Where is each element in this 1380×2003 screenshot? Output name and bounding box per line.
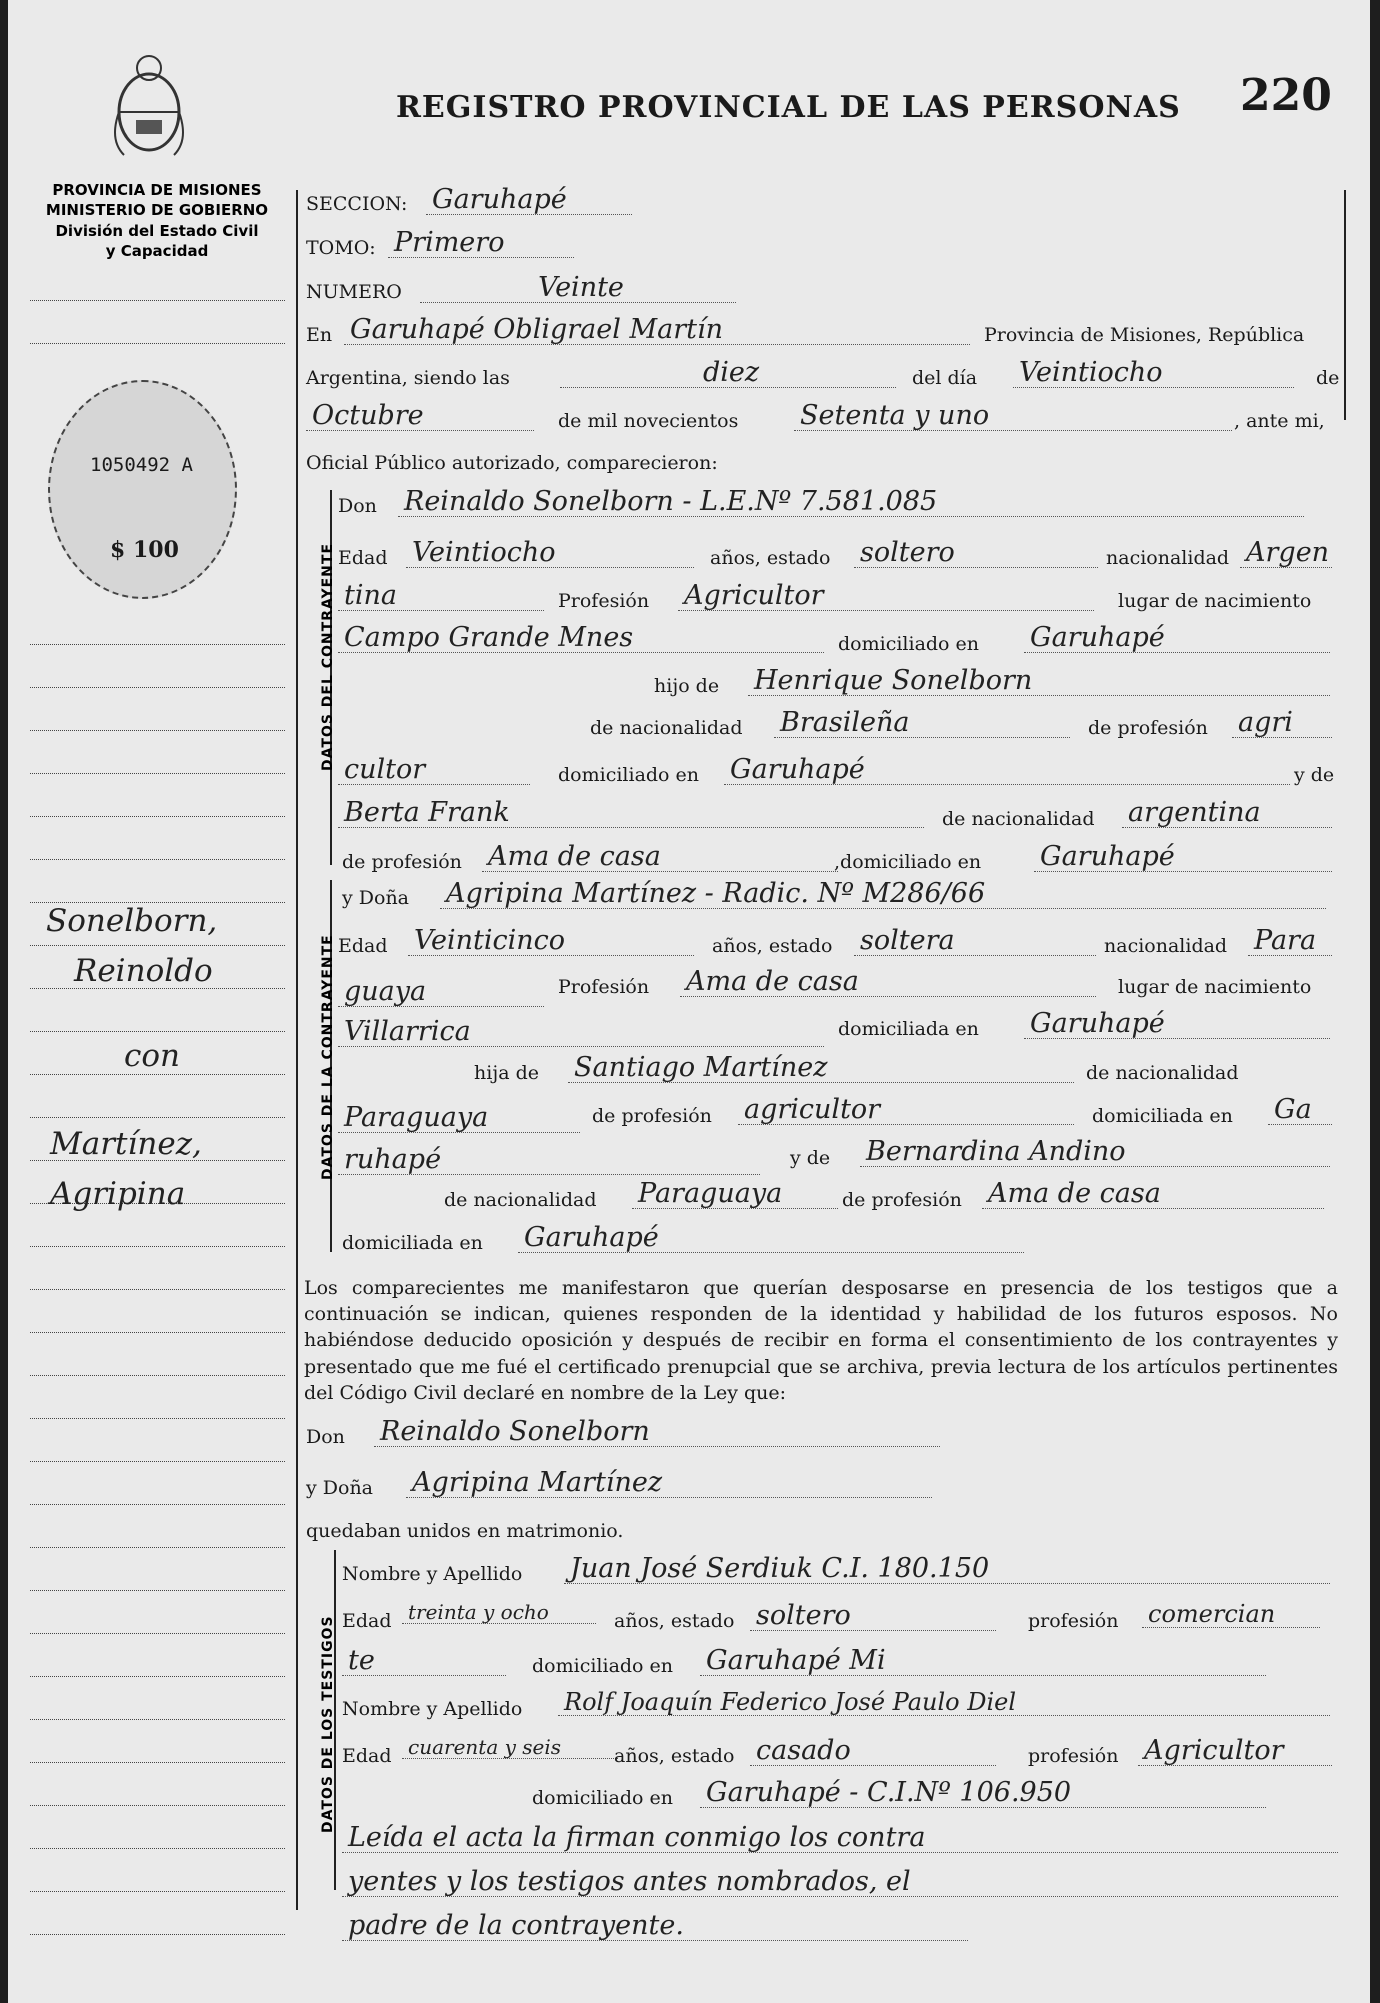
margin-note: Sonelborn,: [46, 903, 218, 939]
tomo-value: Primero: [388, 229, 574, 258]
contrayente-padre-dom: Garuhapé: [724, 756, 1290, 785]
contrayente-madre-prof: Ama de casa: [482, 843, 838, 872]
contrayente-profesion: Agricultor: [678, 582, 1094, 611]
contrayente-nac-b: tina: [338, 582, 544, 611]
y-dona-label: y Doña: [342, 887, 410, 909]
contrayenta-madre-nac: Paraguaya: [632, 1180, 838, 1209]
margin-dotted-line: [30, 343, 285, 344]
anos-estado-label: años, estado: [710, 547, 831, 569]
contrayenta-edad: Veinticinco: [408, 927, 694, 956]
provincia-label: Provincia de Misiones, República: [984, 324, 1305, 346]
y-de-label: y de: [1294, 764, 1335, 786]
margin-dotted-line: [30, 687, 285, 688]
domiciliada-label: domiciliada en: [1092, 1105, 1233, 1127]
don-label: Don: [338, 495, 377, 517]
profesion-label: profesión: [1028, 1610, 1119, 1632]
testigo1-domicilio: Garuhapé Mi: [700, 1647, 1266, 1676]
margin-dotted-line: [30, 1633, 285, 1634]
nacionalidad-label: nacionalidad: [1104, 935, 1228, 957]
section-label-testigos: DATOS DE LOS TESTIGOS: [320, 1615, 336, 1833]
contrayenta-padre-nac: Paraguaya: [338, 1104, 580, 1133]
contrayenta-lugar-nac: Villarrica: [338, 1018, 824, 1047]
domiciliado-label: domiciliado en: [532, 1787, 674, 1809]
don-label: Don: [306, 1426, 345, 1448]
contrayenta-padre-dom-b: ruhapé: [338, 1146, 760, 1175]
domiciliada-label: domiciliada en: [838, 1018, 979, 1040]
lugar-nac-label: lugar de nacimiento: [1118, 976, 1312, 998]
margin-dotted-line: [30, 730, 285, 731]
contrayenta-estado: soltera: [854, 927, 1096, 956]
document-title: REGISTRO PROVINCIAL DE LAS PERSONAS: [396, 90, 1181, 125]
closing-note-line: Leída el acta la firman conmigo los contra: [342, 1824, 1338, 1853]
margin-note: Reinoldo: [74, 953, 213, 989]
contrayente-lugar-nac: Campo Grande Mnes: [338, 624, 824, 653]
en-label: En: [306, 324, 333, 346]
de-nacionalidad-label: de nacionalidad: [590, 717, 743, 739]
margin-dotted-line: [30, 1246, 285, 1247]
margin-dotted-line: [30, 1461, 285, 1462]
domiciliado-label: domiciliado en: [532, 1655, 674, 1677]
issuing-office: [32, 180, 282, 261]
margin-dotted-line: [30, 1504, 285, 1505]
contrayente-nac-a: Argen: [1240, 539, 1332, 568]
margin-dotted-line: [30, 1547, 285, 1548]
contrayente-edad: Veintiocho: [406, 539, 694, 568]
contrayenta-padre-prof: agricultor: [738, 1096, 1074, 1125]
margin-dotted-line: [30, 1891, 285, 1892]
y-de-label: y de: [790, 1147, 831, 1169]
contrayenta-nac-a: Para: [1248, 927, 1332, 956]
contrayenta-padre: Santiago Martínez: [568, 1054, 1074, 1083]
profesion-label: Profesión: [558, 590, 650, 612]
hija-de-label: hija de: [474, 1062, 539, 1084]
dia-value: Veintiocho: [1013, 359, 1294, 388]
coat-of-arms-icon: [104, 50, 194, 170]
y-dona-label: y Doña: [306, 1477, 374, 1499]
lugar-acto-value: Garuhapé Obligrael Martín: [344, 316, 970, 345]
de-nacionalidad-label: de nacionalidad: [942, 808, 1095, 830]
seccion-label: SECCION:: [306, 193, 408, 215]
contrayenta-nac-b: guaya: [338, 978, 544, 1007]
tomo-label: TOMO:: [306, 237, 376, 259]
margin-note: Martínez,: [50, 1126, 202, 1162]
anos-estado-label: años, estado: [614, 1610, 735, 1632]
edad-label: Edad: [342, 1745, 392, 1767]
contrayenta-domicilio: Garuhapé: [1024, 1010, 1330, 1039]
margin-dotted-line: [30, 1590, 285, 1591]
office-line: y Capacidad: [105, 241, 209, 260]
oficial-label: Oficial Público autorizado, comparecieron:: [306, 452, 718, 474]
margin-dotted-line: [30, 859, 285, 860]
domiciliada-label: domiciliada en: [342, 1232, 483, 1254]
contrayenta-madre-prof: Ama de casa: [982, 1180, 1324, 1209]
office-line: PROVINCIA DE MISIONES: [52, 181, 262, 199]
stamp-value: $ 100: [110, 537, 179, 563]
contrayente-padre: Henrique Sonelborn: [748, 667, 1330, 696]
margin-note: Agripina: [50, 1176, 186, 1212]
numero-label: NUMERO: [306, 281, 402, 303]
testigo1-nombre: Juan José Serdiuk C.I. 180.150: [564, 1555, 1330, 1584]
testigo2-edad: cuarenta y seis: [402, 1737, 618, 1759]
contrayente-estado: soltero: [854, 539, 1098, 568]
closing-note-line: yentes y los testigos antes nombrados, el: [342, 1868, 1338, 1897]
domiciliado-label: ,domiciliado en: [834, 851, 982, 873]
testigo1-estado: soltero: [750, 1602, 996, 1631]
anio-value: Setenta y uno: [794, 402, 1232, 431]
office-line: MINISTERIO DE GOBIERNO: [45, 201, 269, 220]
domiciliado-label: domiciliado en: [558, 764, 700, 786]
margin-dotted-line: [30, 1848, 285, 1849]
margin-dotted-line: [30, 1805, 285, 1806]
domiciliado-label: domiciliado en: [838, 633, 980, 655]
de-label: de: [1316, 367, 1340, 389]
nombre-apellido-label: Nombre y Apellido: [342, 1563, 523, 1585]
testigo1-edad: treinta y ocho: [402, 1602, 596, 1624]
de-nacionalidad-label: de nacionalidad: [444, 1189, 597, 1211]
folio-number: 220: [1240, 70, 1332, 121]
revenue-stamp: [48, 380, 237, 599]
final-contrayente: Reinaldo Sonelborn: [374, 1418, 940, 1447]
testigo2-domicilio: Garuhapé - C.I.Nº 106.950: [700, 1779, 1266, 1808]
edad-label: Edad: [342, 1610, 392, 1632]
ante-mi-label: , ante mi,: [1234, 410, 1325, 432]
stamp-number: 1050492 A: [90, 454, 193, 476]
contrayente-padre-prof-a: agri: [1232, 709, 1332, 738]
contrayente-madre-dom: Garuhapé: [1034, 843, 1332, 872]
margin-dotted-line: [30, 773, 285, 774]
profesion-label: profesión: [1028, 1745, 1119, 1767]
de-profesion-label: de profesión: [1088, 717, 1208, 739]
frame-line: [296, 190, 298, 1910]
contrayente-madre-nac: argentina: [1122, 799, 1332, 828]
testigo2-nombre: Rolf Joaquín Federico José Paulo Diel: [558, 1690, 1330, 1716]
mes-value: Octubre: [306, 402, 534, 431]
hora-value: diez: [560, 359, 896, 388]
office-line: División del Estado Civil: [55, 221, 259, 240]
contrayente-padre-prof-b: cultor: [338, 756, 530, 785]
lugar-nac-label: lugar de nacimiento: [1118, 590, 1312, 612]
numero-value: Veinte: [420, 274, 736, 303]
final-contrayenta: Agripina Martínez: [406, 1469, 932, 1498]
testigo1-prof-a: comercian: [1142, 1602, 1320, 1628]
contrayenta-madre-dom: Garuhapé: [518, 1224, 1024, 1253]
contrayenta-profesion: Ama de casa: [680, 968, 1096, 997]
margin-dotted-line: [30, 644, 285, 645]
testigo1-prof-b: te: [342, 1647, 506, 1676]
closing-note-line: padre de la contrayente.: [342, 1912, 968, 1941]
margin-dotted-line: [30, 300, 285, 301]
profesion-label: Profesión: [558, 976, 650, 998]
testigo2-estado: casado: [750, 1737, 996, 1766]
margin-dotted-line: [30, 1719, 285, 1720]
hijo-de-label: hijo de: [654, 675, 720, 697]
de-profesion-label: de profesión: [592, 1105, 712, 1127]
de-nacionalidad-label: de nacionalidad: [1086, 1062, 1239, 1084]
testigo2-profesion: Agricultor: [1138, 1737, 1332, 1766]
margin-dotted-line: [30, 1375, 285, 1376]
margin-dotted-line: [30, 1934, 285, 1935]
contrayenta-madre: Bernardina Andino: [860, 1138, 1330, 1167]
de-profesion-label: de profesión: [842, 1189, 962, 1211]
contrayenta-padre-dom-a: Ga: [1268, 1096, 1332, 1125]
nacionalidad-label: nacionalidad: [1106, 547, 1230, 569]
contrayente-padre-nac: Brasileña: [774, 709, 1070, 738]
margin-dotted-line: [30, 1762, 285, 1763]
nombre-apellido-label: Nombre y Apellido: [342, 1698, 523, 1720]
contrayenta-name: Agripina Martínez - Radic. Nº M286/66: [440, 880, 1326, 909]
contrayente-domicilio: Garuhapé: [1024, 624, 1330, 653]
section-label-contrayenta: DATOS DE LA CONTRAYENTE: [320, 934, 336, 1180]
margin-dotted-line: [30, 1676, 285, 1677]
margin-dotted-line: [30, 816, 285, 817]
legal-paragraph: Los comparecientes me manifestaron que querían desposarse en presencia de los testigos que a continuación se indican, quienes responden de la identidad y habilidad de los futuros esposos. No habiéndose deducido oposición y después de recibir en forma el consentimiento de los contrayentes y presentado que me fué el certificado prenupcial que se archiva, previa lectura de los artículos pertinentes del Código Civil declaré en nombre de la Ley que:: [304, 1277, 1338, 1404]
margin-dotted-line: [30, 945, 285, 946]
margin-dotted-line: [30, 1418, 285, 1419]
de-profesion-label: de profesión: [342, 851, 462, 873]
edad-label: Edad: [338, 547, 388, 569]
frame-line: [1344, 190, 1346, 420]
certificate-page: [8, 0, 1370, 2003]
section-label-contrayente: DATOS DEL CONTRAYENTE: [320, 542, 336, 771]
quedaban-label: quedaban unidos en matrimonio.: [306, 1520, 624, 1542]
contrayente-name: Reinaldo Sonelborn - L.E.Nº 7.581.085: [398, 488, 1304, 517]
argentina-label: Argentina, siendo las: [306, 367, 510, 389]
margin-dotted-line: [30, 1074, 285, 1075]
anos-estado-label: años, estado: [712, 935, 833, 957]
anos-estado-label: años, estado: [614, 1745, 735, 1767]
edad-label: Edad: [338, 935, 388, 957]
margin-dotted-line: [30, 1031, 285, 1032]
margin-dotted-line: [30, 1289, 285, 1290]
contrayente-madre: Berta Frank: [338, 799, 924, 828]
margin-dotted-line: [30, 1332, 285, 1333]
de-mil-label: de mil novecientos: [558, 410, 739, 432]
del-dia-label: del día: [912, 367, 978, 389]
margin-note: con: [124, 1038, 180, 1074]
seccion-value: Garuhapé: [426, 186, 632, 215]
margin-dotted-line: [30, 1117, 285, 1118]
